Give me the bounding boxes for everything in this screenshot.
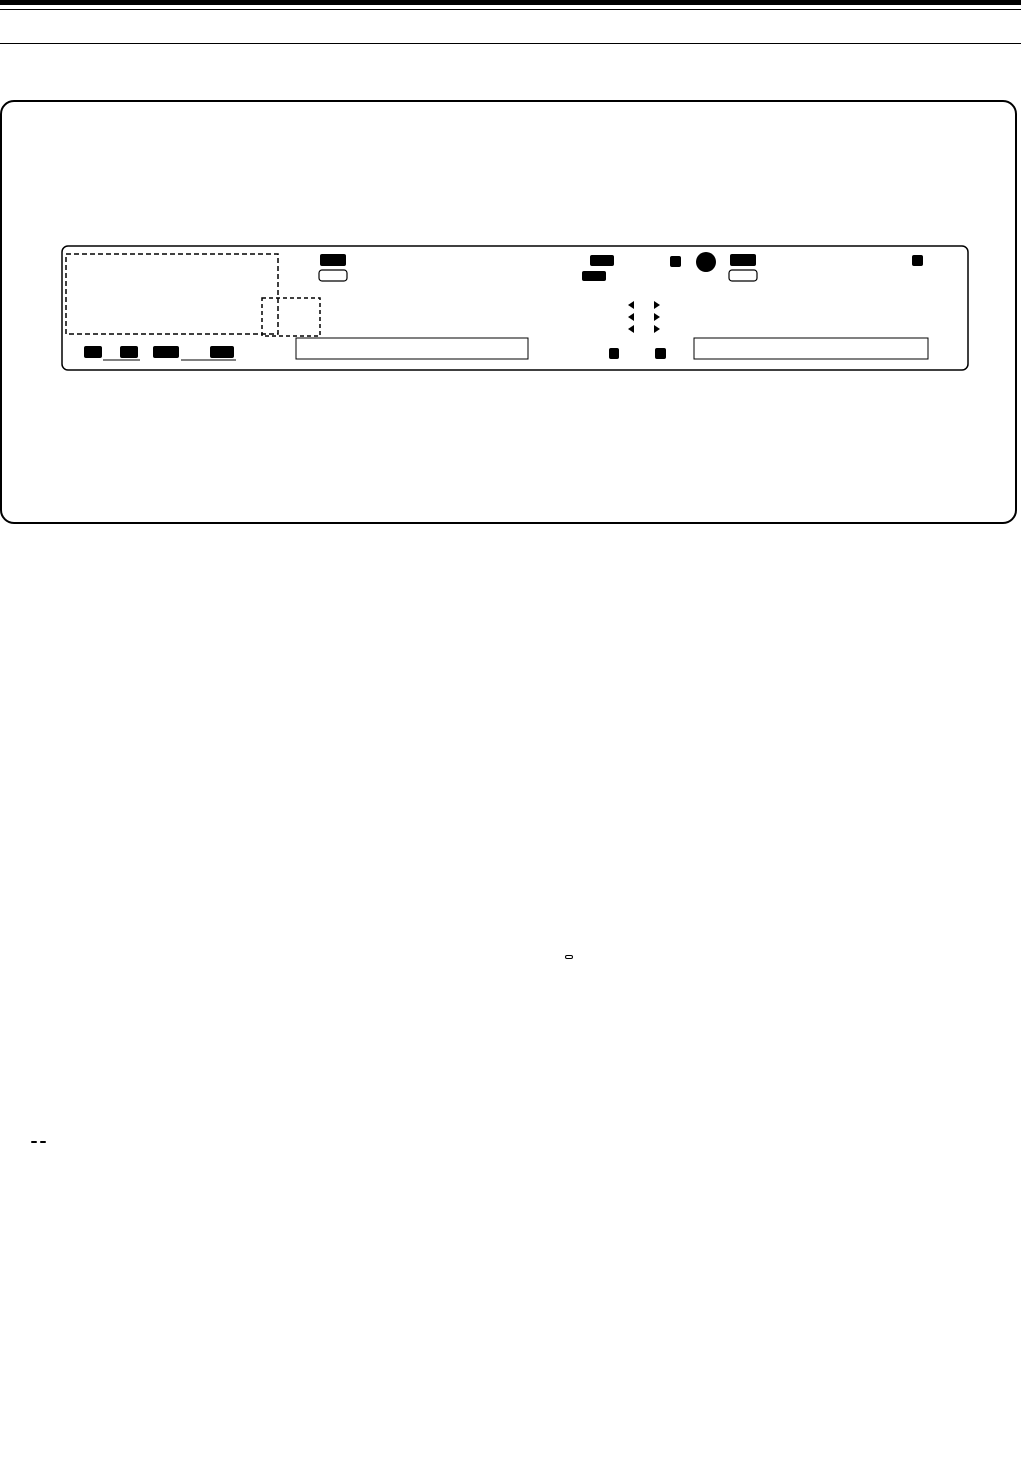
- meter-dashed-box: [66, 254, 278, 334]
- ant-indicator-1: [31, 1141, 37, 1143]
- eq-badge: [582, 271, 606, 281]
- vfo-arrows: [628, 301, 660, 333]
- main-text-box: [296, 338, 528, 359]
- header-rule-thin: [0, 9, 1021, 10]
- ant-num-badge: [210, 346, 234, 358]
- ptt2-badge: [730, 254, 756, 266]
- nr-badge: [590, 255, 614, 266]
- ant-indicator: [28, 1141, 46, 1143]
- section-rule: [0, 43, 1021, 44]
- ext-badge: [153, 346, 179, 358]
- trace-r-badge: [670, 256, 681, 267]
- ctrl-badge: [319, 270, 347, 281]
- header-rule-thick: [0, 0, 1021, 5]
- ctrl2-badge: [729, 270, 757, 281]
- lcd-outline: [62, 246, 968, 370]
- ptt-badge: [320, 254, 346, 266]
- lcd-display-diagram: [0, 100, 1021, 530]
- lock-f-badge: [609, 348, 619, 359]
- ctrl-indicator: [565, 955, 573, 959]
- channel-dashed-box: [262, 298, 320, 336]
- nr2-badge: [912, 255, 923, 266]
- rx-badge: [84, 346, 102, 358]
- sub-text-box: [694, 338, 928, 359]
- lock-a-badge: [655, 348, 666, 359]
- satl-badge: [696, 252, 716, 272]
- tx-badge: [120, 346, 138, 358]
- ant-indicator-2: [40, 1141, 46, 1143]
